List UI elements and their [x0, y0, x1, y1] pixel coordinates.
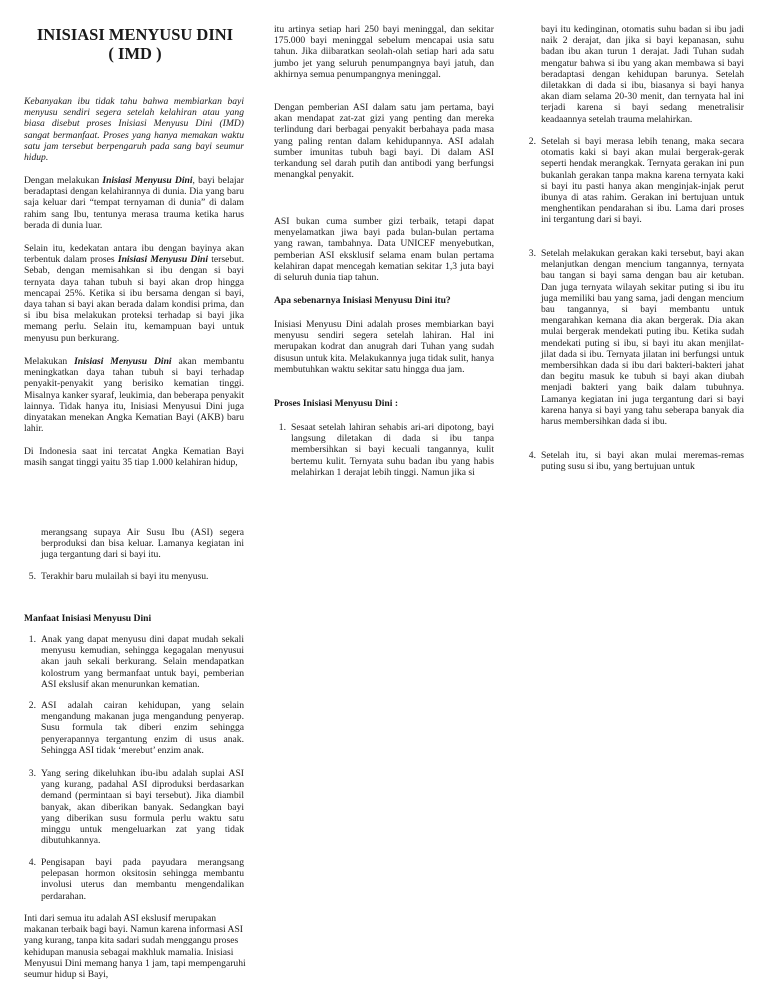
col1-paragraph-3 [24, 356, 244, 434]
text-run: tersebut. Sebab, dengan memisahkan si ibu dengan si bayi ternyata daya tahan tubuh si bayi akan drop hingga mencapai 25%. Ketika si ibu bersama dengan si bayi, daya tahan si bayi akan berada dalam kondisi prima, dan si ibu bisa melakukan proteksi terhadap si bayi jika memang perlu. Selain itu, kemampuan bayi untuk menyusu pun berkurang. [24, 254, 244, 344]
list-number: 1. [278, 422, 286, 433]
col1-paragraph-4: Di Indonesia saat ini tercatat Angka Kematian Bayi masih sangat tinggi yaitu 35 tiap 1.000 kelahiran hidup, [24, 446, 244, 469]
text-run: , bayi belajar beradaptasi dengan kelahirannya di dunia. Dia yang baru saja keluar dari “tempat ternyaman di dunia” di dalam rahim sang Ibu, tentunya merasa trauma ketika harus berada di dunia luar. [24, 175, 244, 231]
col1-paragraph-1 [24, 175, 244, 231]
col2-paragraph-2: Dengan pemberian ASI dalam satu jam pertama, bayi akan mendapat zat-zat gizi yang penting dan mereka terlindung dari berbagai penyakit berbahaya pada masa yang paling rentan dalam kehidupannya. ASI adalah sumber imunitas tubuh bagi bayi. Di dalam ASI terkandung sel darah putih dan antibodi yang berfungsi menangkal penyakit. [274, 102, 494, 181]
process-step-2: Setelah si bayi merasa lebih tenang, maka secara otomatis kaki si bayi akan mulai bergerak-gerak seperti hendak merangkak. Ternyata gerakan ini pun bukanlah gerakan tanpa makna karena ternyata kaki si bayi itu pasti hanya akan menginjak-injak perut ibunya di atas rahim. Gerakan ini bertujuan untuk menghentikan pendarahan si ibu. Lama dari proses ini tergantung dari si bayi. [541, 136, 744, 226]
col1-paragraph-2 [24, 243, 244, 344]
emphasized-term: Inisiasi Menyusu Dini [102, 175, 193, 186]
process-step-1: Sesaat setelah lahiran sehabis ari-ari dipotong, bayi langsung diletakan di dada si ibu tanpa membersihkan si bayi kecuali tangannya, kulit bertemu kulit. Ternyata suhu badan ibu yang habis melahirkan 1 derajat lebih tinggi. Namun jika si [291, 422, 494, 478]
col2-paragraph-1: itu artinya setiap hari 250 bayi meninggal, dan sekitar 175.000 bayi meninggal sebelum mencapai usia satu tahun. Jika diibaratkan seolah-olah setiap hari ada satu jumbo jet yang seluruh penumpangnya bayi jatuh, dan akhirnya semua penumpangnya meninggal. [274, 24, 494, 80]
list-number: 2. [28, 700, 36, 711]
list-number: 5. [28, 571, 36, 582]
process-step-5: Terakhir baru mulailah si bayi itu menyusu. [41, 571, 209, 582]
list-number: 1. [28, 634, 36, 645]
process-step-4-continued: merangsang supaya Air Susu Ibu (ASI) segera berproduksi dan bisa keluar. Lamanya kegiatan ini juga tergantung dari si bayi itu. [41, 527, 244, 561]
text-run: Selain itu, kedekatan antara ibu dengan bayinya akan terbentuk dalam proses [24, 243, 244, 266]
list-number: 4. [28, 857, 36, 868]
title-line-1: INISIASI MENYUSU DINI [36, 25, 234, 44]
col2-paragraph-4: Inisiasi Menyusu Dini adalah proses membiarkan bayi menyusu sendiri segera setelah lahiran. Hal ini merupakan kodrat dan anugrah dari Tuhan yang sudah disusun untuk kita. Melakukannya juga tidak sulit, hanya membutuhkan waktu sekitar satu hingga dua jam. [274, 319, 494, 375]
emphasized-term: Inisiasi Menyusu Dini [117, 254, 208, 266]
benefit-3: Yang sering dikeluhkan ibu-ibu adalah suplai ASI yang kurang, padahal ASI diproduksi berdasarkan demand (permintaan si bayi tersebut). Jika diambil banyak, akan diberikan banyak. Sedangkan bayi yang diberikan susu formula perlu waktu satu minggu untuk mengeluarkan zat yang tidak dibutuhkannya. [41, 768, 244, 847]
benefit-4: Pengisapan bayi pada payudara merangsang pelepasan hormon oksitosin sehingga membantu involusi uterus dan membantu mengendalikan perdarahan. [41, 857, 244, 902]
process-step-3: Setelah melakukan gerakan kaki tersebut, bayi akan melanjutkan dengan mencium tangannya, ternyata bau tangan si bayi sama dengan bau air ketuban. Dan juga ternyata wilayah sekitar puting si ibu itu juga memiliki bau yang sama, jadi dengan mencium bau tangannya, si bayi membantu untuk mengarahkan kemana dia akan bergerak. Dia akan mulai bergerak mendekati puting ibu. Ketika sudah mendekati puting si ibu, si bayi itu akan menjilat-jilat dada si ibu. Ternyata jilatan ini berfungsi untuk membersihkan dada si ibu dari bakteri-bakteri jahat dan begitu masuk ke tubuh si bayi akan diubah menjadi bakteri yang baik dalam tubuhnya. Lamanya kegiatan ini juga tergantung dari si bayi karena hanya si bayi yang tahu seberapa banyak dia harus membersihkan dada si ibu. [541, 248, 744, 428]
list-number: 4. [528, 450, 536, 461]
col2-paragraph-3: ASI bukan cuma sumber gizi terbaik, tetapi dapat menyelamatkan jiwa bayi pada bulan-bulan pertama yang rawan, tambahnya. Data UNICEF menyebutkan, pemberian ASI eksklusif selama enam bulan pertama kelahiran dapat mencegah kematian sekitar 1,3 juta bayi di seluruh dunia tiap tahun. [274, 216, 494, 284]
list-number: 2. [528, 136, 536, 147]
closing-paragraph: Inti dari semua itu adalah ASI ekslusif merupakan makanan terbaik bagi bayi. Namun karena informasi ASI yang kurang, tanpa kita sadari sudah menggangu proses kehidupan manusia sebagai makhluk mamalia. Inisiasi Menyusui Dini memang hanya 1 jam, tapi mempengaruhi seumur hidup si Bayi, [24, 913, 246, 981]
benefit-2: ASI adalah cairan kehidupan, yang selain mengandung makanan juga mengandung penyerap. Susu formula tak diberi enzim sehingga penyerapannya tergantung enzim di usus anak. Sehingga ASI tidak ‘merebut’ enzim anak. [41, 700, 244, 756]
heading-what-is-imd: Apa sebenarnya Inisiasi Menyusu Dini itu? [274, 295, 451, 306]
benefit-1: Anak yang dapat menyusu dini dapat mudah sekali menyusu kemudian, sehingga kegagalan menyusui akan jauh sekali berkurang. Selain mendapatkan kolostrum yang bermanfaat untuk bayi, pemberian ASI ekslusif akan menurunkan kematian. [41, 634, 244, 690]
heading-imd-process: Proses Inisiasi Menyusu Dini : [274, 398, 399, 409]
process-step-1-continued: bayi itu kedinginan, otomatis suhu badan si ibu jadi naik 2 derajat, dan jika si bayi kepanasan, suhu badan ibu akan turun 1 derajat. Jadi Tuhan sudah mengatur bahwa si ibu yang akan membawa si bayi beradaptasi dengan kehidupan barunya. Setelah diletakkan di dada si ibu, biasanya si bayi hanya akan diam selama 20-30 menit, dan ternyata hal ini terjadi karena si bayi sedang menetralisir keadaannya setelah trauma melahirkan. [541, 24, 744, 125]
intro-paragraph: Kebanyakan ibu tidak tahu bahwa membiarkan bayi menyusu sendiri segera setelah kelahiran atau yang biasa disebut proses Inisiasi Menyusu Dini (IMD) sangat bermanfaat. Proses yang hanya memakan waktu satu jam tersebut berpengaruh pada sang bayi seumur hidup. [24, 96, 244, 164]
page-title [24, 25, 246, 63]
text-run: Melakukan [24, 356, 75, 367]
emphasized-term: Inisiasi Menyusu Dini [74, 356, 172, 367]
text-run: akan membantu meningkatkan daya tahan tubuh si bayi terhadap penyakit-penyakit yang berisiko kematian tinggi. Misalnya kanker syaraf, leukimia, dan beberapa penyakit lainnya. Tidak hanya itu, Inisiasi Menyusui Dini juga dinyatakan menekan Angka Kematian Bayi (AKB) baru lahir. [24, 356, 244, 435]
title-line-2: ( IMD ) [108, 44, 162, 63]
list-number: 3. [528, 248, 536, 259]
heading-imd-benefits: Manfaat Inisiasi Menyusu Dini [24, 613, 152, 624]
list-number: 3. [28, 768, 36, 779]
process-step-4: Setelah itu, si bayi akan mulai meremas-remas puting susu si ibu, yang bertujuan untuk [541, 450, 744, 473]
text-run: Dengan melakukan [24, 175, 103, 186]
